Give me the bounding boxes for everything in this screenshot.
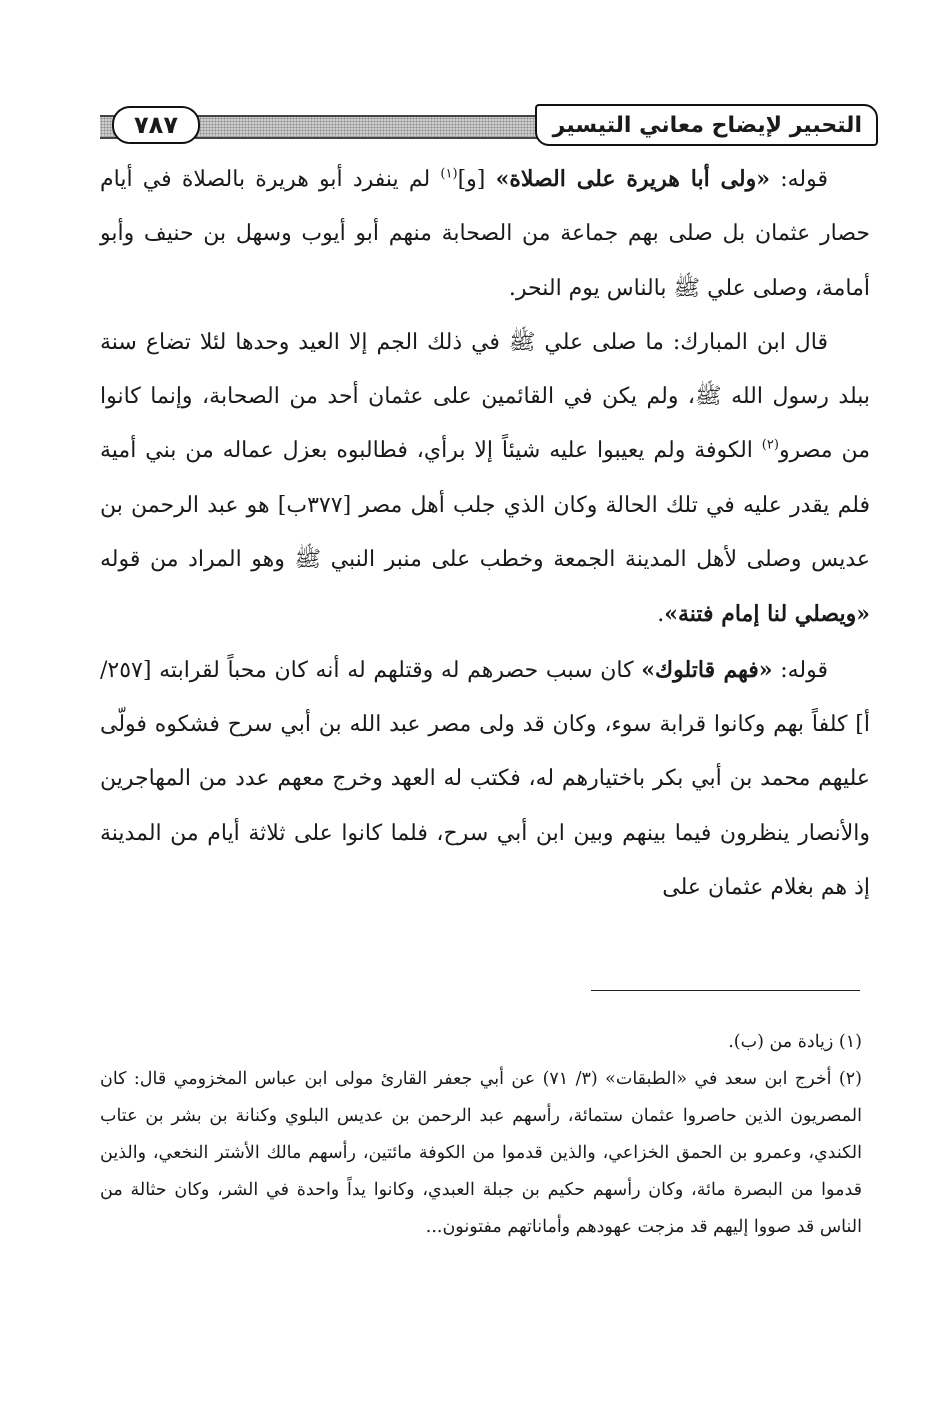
book-title: التحبير لإيضاح معاني التيسير [535, 104, 878, 146]
footnote-2: (٢) أخرج ابن سعد في «الطبقات» (٣/ ٧١) عن أبي جعفر القارئ مولى ابن عباس المخزومي قال: كان المصريون الذين حاصروا عثمان ستمائة، رأسهم عبد الرحمن بن عديس البلوي وكنانة بن بشر بن عتاب الكندي، وعمرو بن الحمق الخزاعي، والذين قدموا من الكوفة مائتين، رأسهم مالك الأشتر النخعي، والذين قدموا من البصرة مائة، وكان رأسهم حكيم بن جبلة العبدي، وكانوا يداً واحدة في الشر، وكان حثالة من الناس قد صووا إليهم قد مزجت عهودهم وأماناتهم مفتونون... [100, 1069, 862, 1237]
text-run: [و] [457, 167, 496, 192]
footnote-1: (١) زيادة من (ب). [728, 1032, 862, 1052]
paragraph-2 [100, 316, 870, 643]
text-run: الكوفة ولم يعيبوا عليه شيئاً إلا برأي، فطالبوه بعزل عماله من بني أمية فلم يقدر عليه في تلك الحالة وكان الذي جلب أهل مصر [٣٧٧ب] هو عبد الرحمن بن عديس وصلى لأهل المدينة الجمعة وخطب على منبر النبي ﷺ وهو المراد من قوله [100, 438, 871, 573]
footnote-separator [591, 990, 860, 991]
quoted-hadith-phrase: «فهم قاتلوك» [641, 656, 773, 683]
text-run: . [657, 602, 665, 628]
footnote-marker-2: (٢) [761, 438, 779, 454]
text-run: قوله: [772, 657, 828, 683]
footnotes [100, 1024, 862, 1246]
quoted-hadith-phrase: «ولى أبا هريرة على الصلاة» [495, 166, 770, 192]
text-run: كان سبب حصرهم له وقتلهم له أنه كان محباً لقرابته [٢٥٧/أ] كلفاً بهم وكانوا قرابة سوء، وكان قد ولى مصر عبد الله بن أبي سرح فشكوه فولّى عليهم محمد بن أبي بكر باختيارهم له، فكتب له العهد وخرج معهم عدد من المهاجرين والأنصار ينظرون فيما بينهم وبين ابن أبي سرح، فلما كانوا على ثلاثة أيام من المدينة إذ هم بغلام عثمان على [100, 657, 870, 900]
main-text [100, 152, 870, 915]
page-header [100, 104, 878, 150]
paragraph-1 [100, 152, 870, 316]
text-run: قوله: [769, 167, 828, 192]
text-run: لم ينفرد أبو هريرة بالصلاة في أيام حصار عثمان بل صلى بهم جماعة من الصحابة منهم أبو أيوب وسهل بن حنيف وأبو أمامة، وصلى علي ﷺ بالناس يوم النحر. [100, 167, 870, 301]
footnote-marker-1: (١) [440, 166, 458, 182]
page-number: ٧٨٧ [112, 106, 200, 144]
text-run: قال ابن المبارك: ما صلى علي ﷺ في ذلك الجم إلا العيد وحدها لئلا تضاع سنة ببلد رسول الله ﷺ، ولم يكن في القائمين على عثمان أحد من الصحابة، وإنما كانوا من مصرو [100, 329, 870, 464]
paragraph-3 [100, 643, 870, 915]
quoted-hadith-phrase: «ويصلي لنا إمام فتنة» [664, 601, 870, 628]
